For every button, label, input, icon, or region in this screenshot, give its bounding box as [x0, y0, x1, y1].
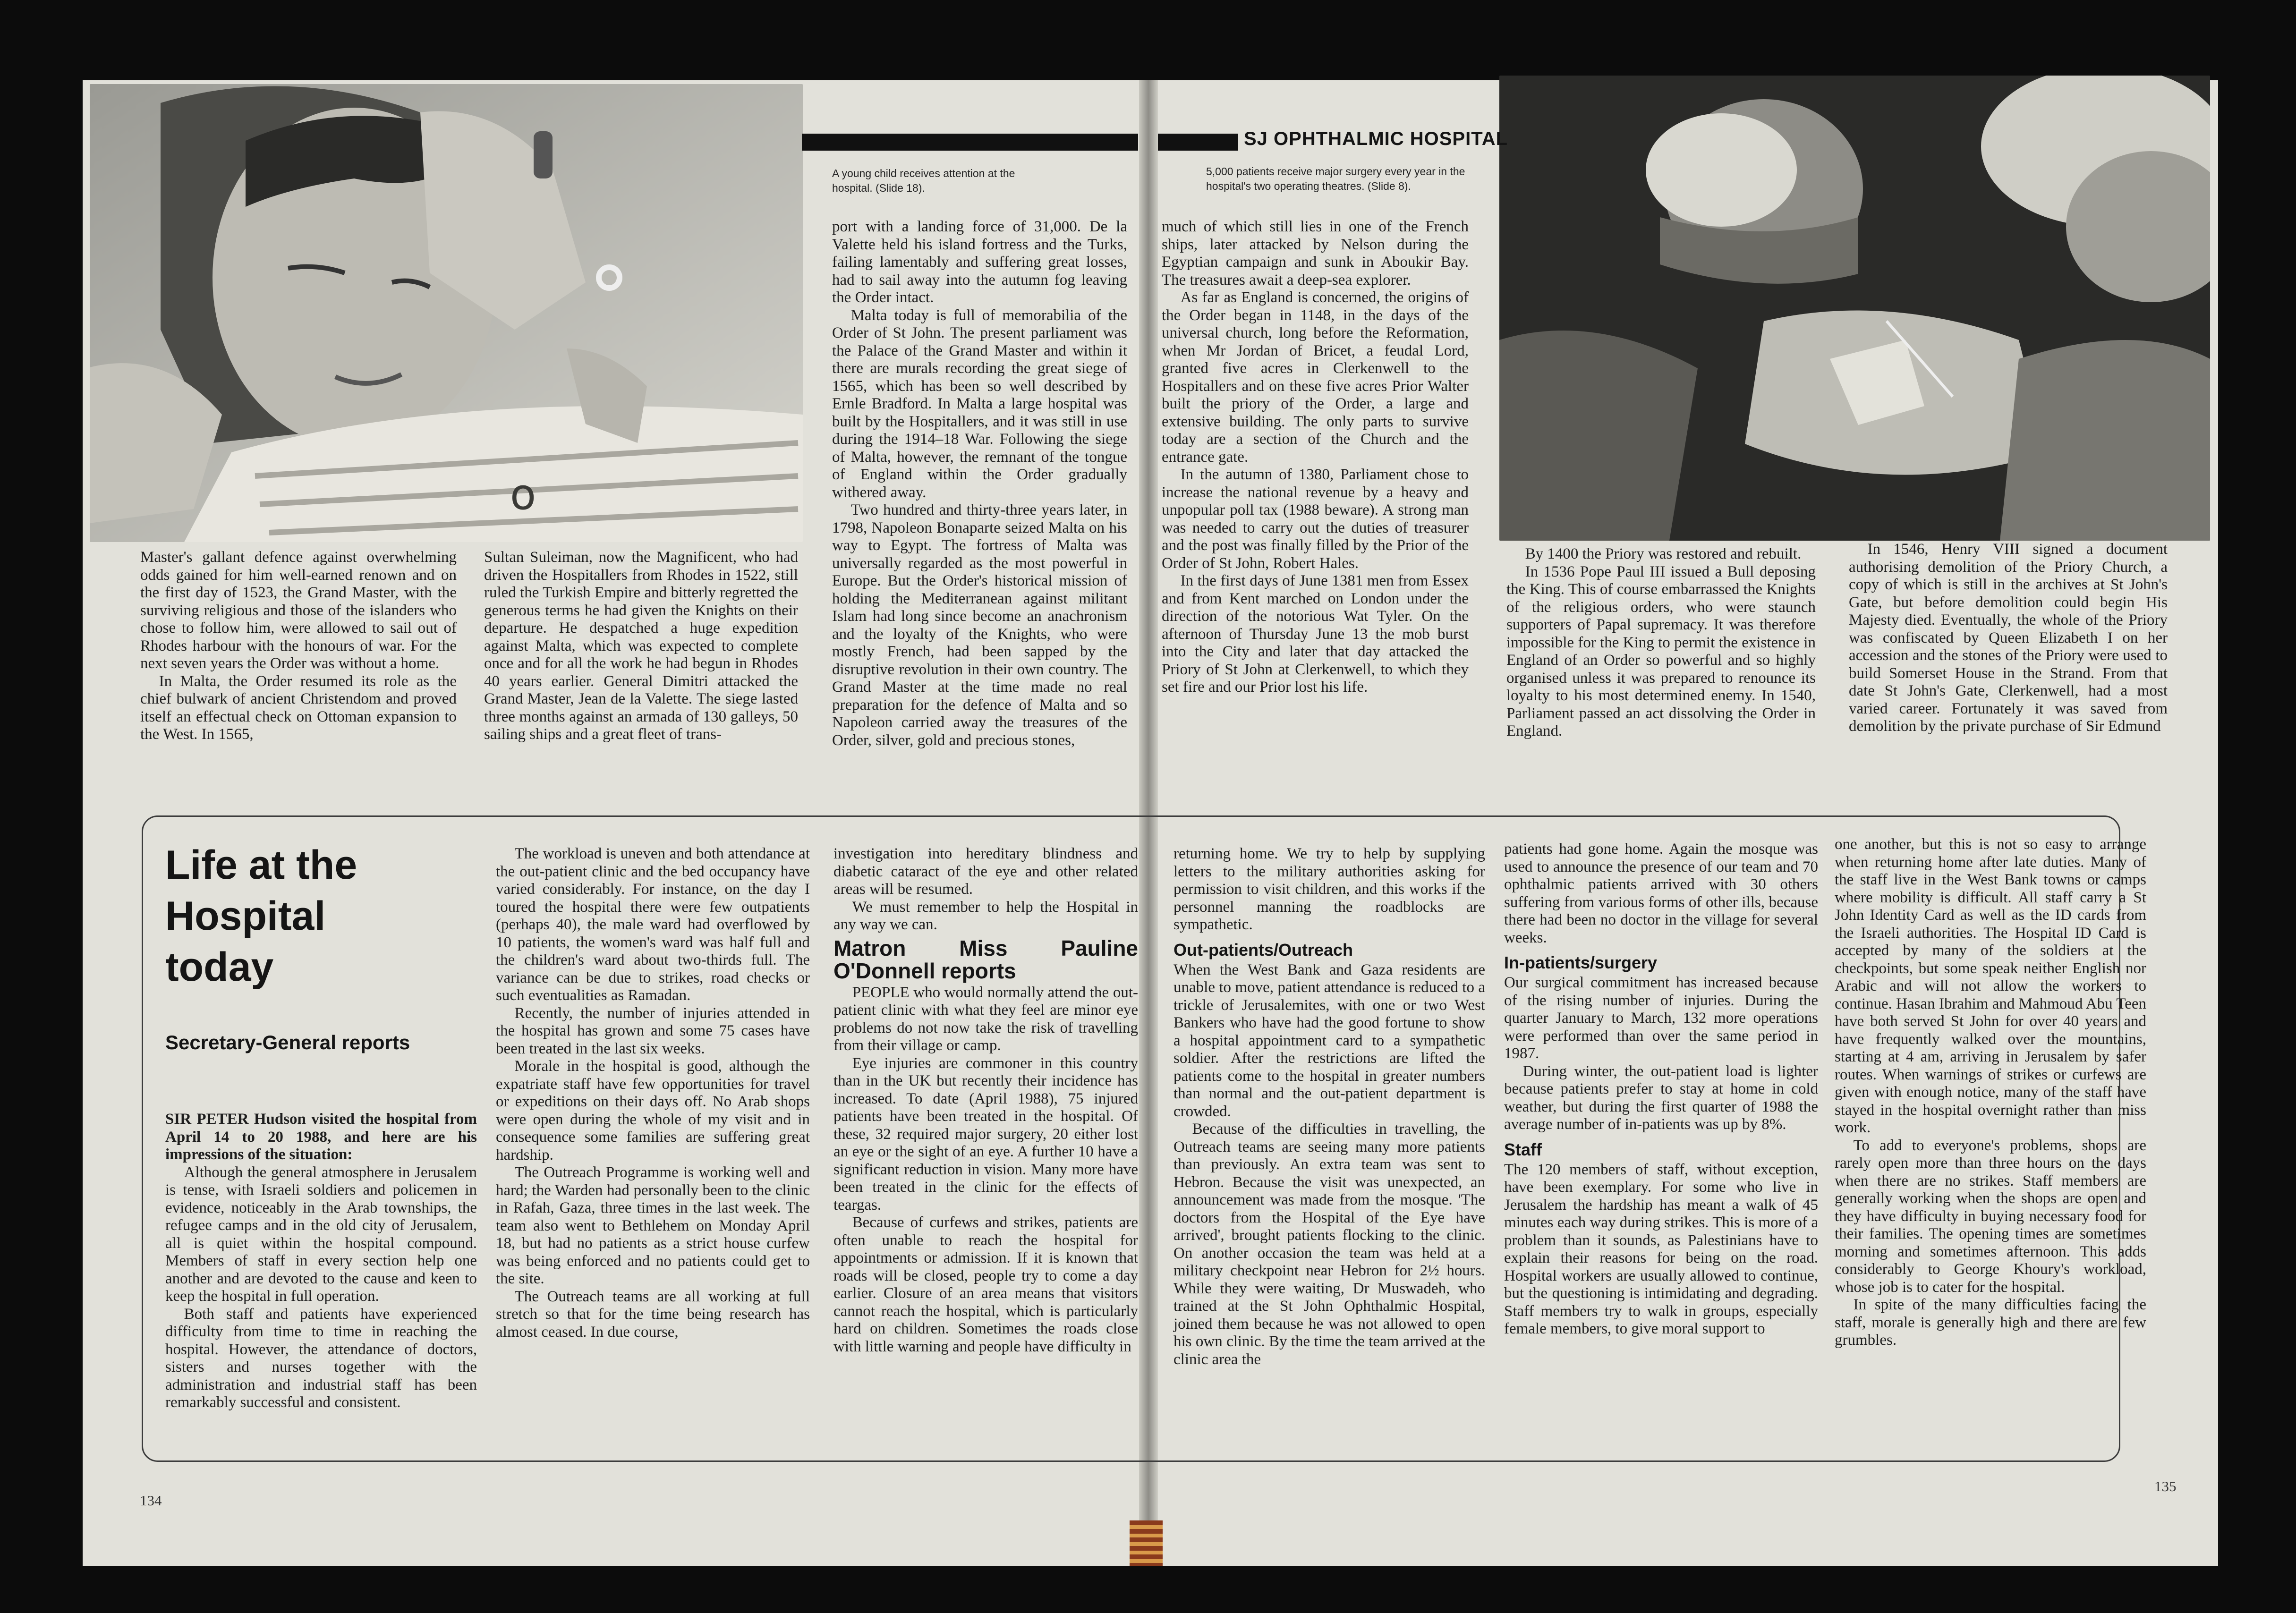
caption-child: A young child receives attention at the hospital. (Slide 18). — [832, 167, 1015, 194]
outpatients-heading: Out-patients/Outreach — [1174, 940, 1353, 959]
box-column-3 — [833, 845, 1138, 1356]
paragraph: The workload is uneven and both attendance at the out-patient clinic and the bed occupancy have varied considerably. For instance, on the day I toured the hospital there were few outpatients (perhaps 40), the male ward had overflowed by 10 patients, the women's ward was half full and the children's ward about two-thirds full. The variance can be due to strikes, road checks or such eventualities as Ramadan. — [496, 845, 810, 1004]
feature-headline — [165, 840, 458, 993]
article-column-5 — [1506, 545, 1816, 740]
paragraph: During winter, the out-patient load is lighter because patients prefer to stay at home in cold weather, but during the first quarter of 1988 the average number of in-patients was up by 8%. — [1504, 1062, 1818, 1133]
photo-child-eye-exam — [90, 84, 803, 542]
box-column-1 — [165, 1111, 477, 1412]
svg-text:o: o — [510, 470, 536, 519]
paragraph: Malta today is full of memorabilia of the Order of St John. The present parliament was the Palace of the Grand Master and within it there are murals recording the great siege of 1565, which has been so well described by Ernle Bradford. In Malta a large hospital was built by the Hospitallers, and it was still in use during the 1914–18 War. Following the siege of Malta, however, the remnant of the tongue of England within the Order gradually withered away. — [832, 306, 1127, 501]
page-number-left: 134 — [140, 1492, 162, 1509]
paragraph: Because of the difficulties in travelling, the Outreach teams are seeing many more patients than previously. An extra team was sent to Hebron. Because the visit was unexpected, an announcement was made from the mosque. 'The doctors from the Hospital of the Eye have arrived', brought patients flocking to the clinic. On another occasion the team was held at a military checkpoint near Hebron for 2½ hours. While they were waiting, Dr Muswadeh, who trained at the St John Ophthalmic Hospital, joined them because he was not allowed to open his own clinic. By the time the team arrived at the clinic area the — [1174, 1121, 1485, 1368]
paragraph: In 1546, Henry VIII signed a document authorising demolition of the Priory Church, a copy of which is still in the archives at St John's Gate, but before demolition could begin His Majesty died. Eventually, the whole of the Priory was confiscated by Queen Elizabeth I on her accession and the stones of the Priory were used to build Somerset House in the Strand. From that date St John's Gate, Clerkenwell, had a most varied career. Fortunately it was saved from demolition by the private purchase of Sir Edmund — [1849, 541, 2168, 735]
staff-heading: Staff — [1504, 1139, 1542, 1159]
paragraph: The Outreach Programme is working well and hard; the Warden had personally been to the clinic in Rafah, Gaza, three times in the last week. The team also went to Bethlehem on Monday April 18, but had no patients as a strict house curfew was being enforced and no patients could get to the site. — [496, 1164, 810, 1287]
article-column-2 — [484, 549, 798, 744]
paragraph: PEOPLE who would normally attend the out-patient clinic with what they feel are minor eye problems do not now take the risk of travelling from their village or camp. — [833, 984, 1138, 1054]
paragraph: In Malta, the Order resumed its role as the chief bulwark of ancient Christendom and proved itself an effectual check on Ottoman expansion to the West. In 1565, — [140, 672, 457, 743]
paragraph: Our surgical commitment has increased because of the rising number of injuries. During the quarter January to March, 132 more operations were performed than over the same period in 1987. — [1504, 974, 1818, 1062]
paragraph: port with a landing force of 31,000. De la Valette held his island fortress and the Turks, failing lamentably and suffering great losses, had to sail away into the autumn fog leaving the Order intact. — [832, 218, 1127, 306]
article-column-1 — [140, 549, 457, 744]
article-column-3 — [832, 218, 1127, 749]
headline-line: Life at the — [165, 842, 357, 888]
paragraph: To add to everyone's problems, shops are rarely open more than three hours on the days when there are no strikes. Staff members are generally working when the shops are open and they have difficulty in buying necessary food for their families. The opening times are sometimes morning and sometimes afternoon. This adds considerably to George Khoury's workload, whose job is to cater for the hospital. — [1835, 1137, 2146, 1296]
lead-paragraph: SIR PETER Hudson visited the hospital from April 14 to 20 1988, and here are his impressions of the situation: — [165, 1111, 477, 1163]
paragraph: We must remember to help the Hospital in any way we can. — [833, 898, 1138, 933]
box-column-5 — [1504, 840, 1818, 1338]
feature-subheadline: Secretary-General reports — [165, 1031, 410, 1053]
box-column-6 — [1835, 836, 2146, 1350]
paragraph: investigation into hereditary blindness and diabetic cataract of the eye and other related areas will be resumed. — [833, 845, 1138, 898]
paragraph: Recently, the number of injuries attended in the hospital has grown and some 75 cases have been treated in the last six weeks. — [496, 1004, 810, 1057]
page-number-right: 135 — [2154, 1478, 2177, 1494]
photo-operating-theatre — [1499, 76, 2210, 541]
paragraph: When the West Bank and Gaza residents are unable to move, patient attendance is reduced to a trickle of Jerusalemites, with one or two West Bankers who have had the good fortune to show a hospital appointment card to a sympathetic soldier. After the restrictions are lifted the patients come to the hospital in greater numbers than normal and the out-patient department is crowded. — [1174, 961, 1485, 1120]
paragraph: Although the general atmosphere in Jerusalem is tense, with Israeli soldiers and policemen in evidence, noticeably in the Arab townships, the refugee camps and in the old city of Jerusalem, all is quiet within the hospital compound. Members of staff in every section help one another and are devoted to the cause and keen to keep the hospital in full operation. — [165, 1163, 477, 1305]
paragraph: one another, but this is not so easy to arrange when returning home after late duties. Many of the staff live in the West Bank towns or camps where mobility is difficult. All staff carry a St John Identity Card as well as the ID cards from the Israeli authorities. The Hospital ID Card is accepted by many of the soldiers at the checkpoints, but some speak neither English nor Arabic and will not allow the workers to continue. Hasan Ibrahim and Mahmoud Abu Teen have both served St John for over 40 years and have frequently walked over the mountains, starting at 4 am, arriving in Jerusalem by safer routes. When warnings of strikes or curfews are given with enough notice, many of the staff have stayed in the hospital overnight rather than miss work. — [1835, 836, 2146, 1136]
article-column-4 — [1162, 218, 1469, 696]
paragraph: Because of curfews and strikes, patients are often unable to reach the hospital for appointments or admission. If it is known that roads will be closed, people try to come a day earlier. Closure of an area means that visitors cannot reach the hospital, which is particularly hard on children. Sometimes the roads close with little warning and people have difficulty in — [833, 1214, 1138, 1355]
paragraph: In spite of the many difficulties facing the staff, morale is generally high and there are few grumbles. — [1835, 1296, 2146, 1349]
paragraph: In 1536 Pope Paul III issued a Bull deposing the King. This of course embarrassed the Knights of the religious orders, who were staunch supporters of Papal supremacy. It was therefore impossible for the King to permit the existence in England of an Order so powerful and so highly organised unless it was prepared to renounce its loyalty to his most determined enemy. In 1540, Parliament passed an act dissolving the Order in England. — [1506, 563, 1816, 739]
section-bar-left — [802, 134, 1138, 151]
paragraph: patients had gone home. Again the mosque was used to announce the presence of our team and 70 ophthalmic patients arrived with 30 others suffering from various forms of other ills, because there had been no doctor in the village for several weeks. — [1504, 840, 1818, 946]
article-column-6 — [1849, 541, 2168, 736]
section-bar-right — [1158, 134, 1238, 151]
paragraph: In the autumn of 1380, Parliament chose to increase the national revenue by a heavy and unpopular poll tax (1988 beware). A strong man was needed to carry out the duties of treasurer and the post was finally filled by the Prior of the Order of St John, Robert Hales. — [1162, 466, 1469, 572]
spine-ribbon — [1130, 1520, 1163, 1566]
paragraph: Morale in the hospital is good, although the expatriate staff have few opportunities for travel or expeditions on their days off. No Arab shops were open during the whole of my visit and in consequence some families are suffering great hardship. — [496, 1058, 810, 1163]
paragraph: In the first days of June 1381 men from Essex and from Kent marched on London under the direction of the notorious Wat Tyler. On the afternoon of Thursday June 13 the mob burst into the City and later that day attacked the Priory of St John at Clerkenwell, to which they set fire and our Prior lost his life. — [1162, 572, 1469, 696]
box-column-4 — [1174, 845, 1485, 1368]
paragraph: Eye injuries are commoner in this country than in the UK but recently their incidence has increased. To date (April 1988), 75 injured patients have been treated in the hospital. Of these, 32 required major surgery, 20 either lost an eye or the sight of an eye. A further 10 have a significant reduction in vision. Many more have been treated in the clinic for the effects of teargas. — [833, 1054, 1138, 1214]
paragraph: As far as England is concerned, the origins of the Order began in 1148, in the days of the universal church, long before the Reformation, when Mr Jordan of Bricet, a feudal Lord, granted five acres in Clerkenwell to the Hospitallers and on these five acres Prior Walter built the priory of the Order, a large and extensive building. The only parts to survive today are a section of the Church and the entrance gate. — [1162, 289, 1469, 466]
paragraph: By 1400 the Priory was restored and rebuilt. — [1525, 545, 1802, 562]
box-column-2 — [496, 845, 810, 1341]
caption-surgery: 5,000 patients receive major surgery every year in the hospital's two operating theatres. (Slide 8). — [1206, 165, 1465, 192]
paragraph: Master's gallant defence against overwhelming odds gained for him well-earned renown and on the first day of 1523, the Grand Master, with the surviving religious and those of the islanders who chose to follow him, were allowed to sail out of Rhodes harbour with the honours of war. For the next seven years the Order was without a home. — [140, 549, 457, 672]
paragraph: Both staff and patients have experienced difficulty from time to time in reaching the hospital. However, the attendance of doctors, sisters and nurses together with the administration and industrial staff has been remarkably successful and consistent. — [165, 1305, 477, 1411]
inpatients-heading: In-patients/surgery — [1504, 953, 1658, 972]
headline-line: today — [165, 944, 274, 990]
headline-line: Hospital — [165, 893, 326, 939]
paragraph: returning home. We try to help by supplying letters to the military authorities asking for permission to visit children, and this works if the personnel manning the roadblocks are sympathetic. — [1174, 845, 1485, 933]
paragraph: The 120 members of staff, without exception, have been exemplary. For some who live in Jerusalem the hardship has meant a walk of 45 minutes each way during strikes. This is more of a problem than it sounds, as Palestinians have to explain their reasons for being on the road. Hospital workers are usually allowed to continue, but the questioning is intimidating and degrading. Staff members try to walk in groups, especially female members, to give moral support to — [1504, 1161, 1818, 1337]
paragraph: Sultan Suleiman, now the Magnificent, who had driven the Hospitallers from Rhodes in 1522, still ruled the Turkish Empire and bitterly regretted the generous terms he had given the Knights on their departure. He despatched a huge expedition against Malta, which was expected to complete once and for all the work he had begun in Rhodes 40 years earlier. General Dimitri attacked the Grand Master, Jean de la Valette. The siege lasted three months against an armada of 130 galleys, 50 sailing ships and a great fleet of trans- — [484, 549, 798, 743]
paragraph: Two hundred and thirty-three years later, in 1798, Napoleon Bonaparte seized Malta on his way to Egypt. The fortress of Malta was universally regarded as the most powerful in Europe. But the Order's historical mission of holding the Mediterranean against militant Islam had long since become an anachronism and the loyalty of the Knights, who were mostly French, had been sapped by the disruptive revolution in their own country. The Grand Master at the time made no real preparation for the defence of Malta and so Napoleon carried away the treasures of the Order, silver, gold and precious stones, — [832, 501, 1127, 749]
paragraph: much of which still lies in one of the French ships, later attacked by Nelson during the Egyptian campaign and sunk in Aboukir Bay. The treasures await a deep-sea explorer. — [1162, 218, 1469, 289]
section-label: SJ OPHTHALMIC HOSPITAL — [1244, 128, 1508, 149]
paragraph: The Outreach teams are all working at full stretch so that for the time being research has almost ceased. In due course, — [496, 1288, 810, 1341]
matron-report-heading: Matron Miss Pauline O'Donnell reports — [833, 935, 1138, 983]
